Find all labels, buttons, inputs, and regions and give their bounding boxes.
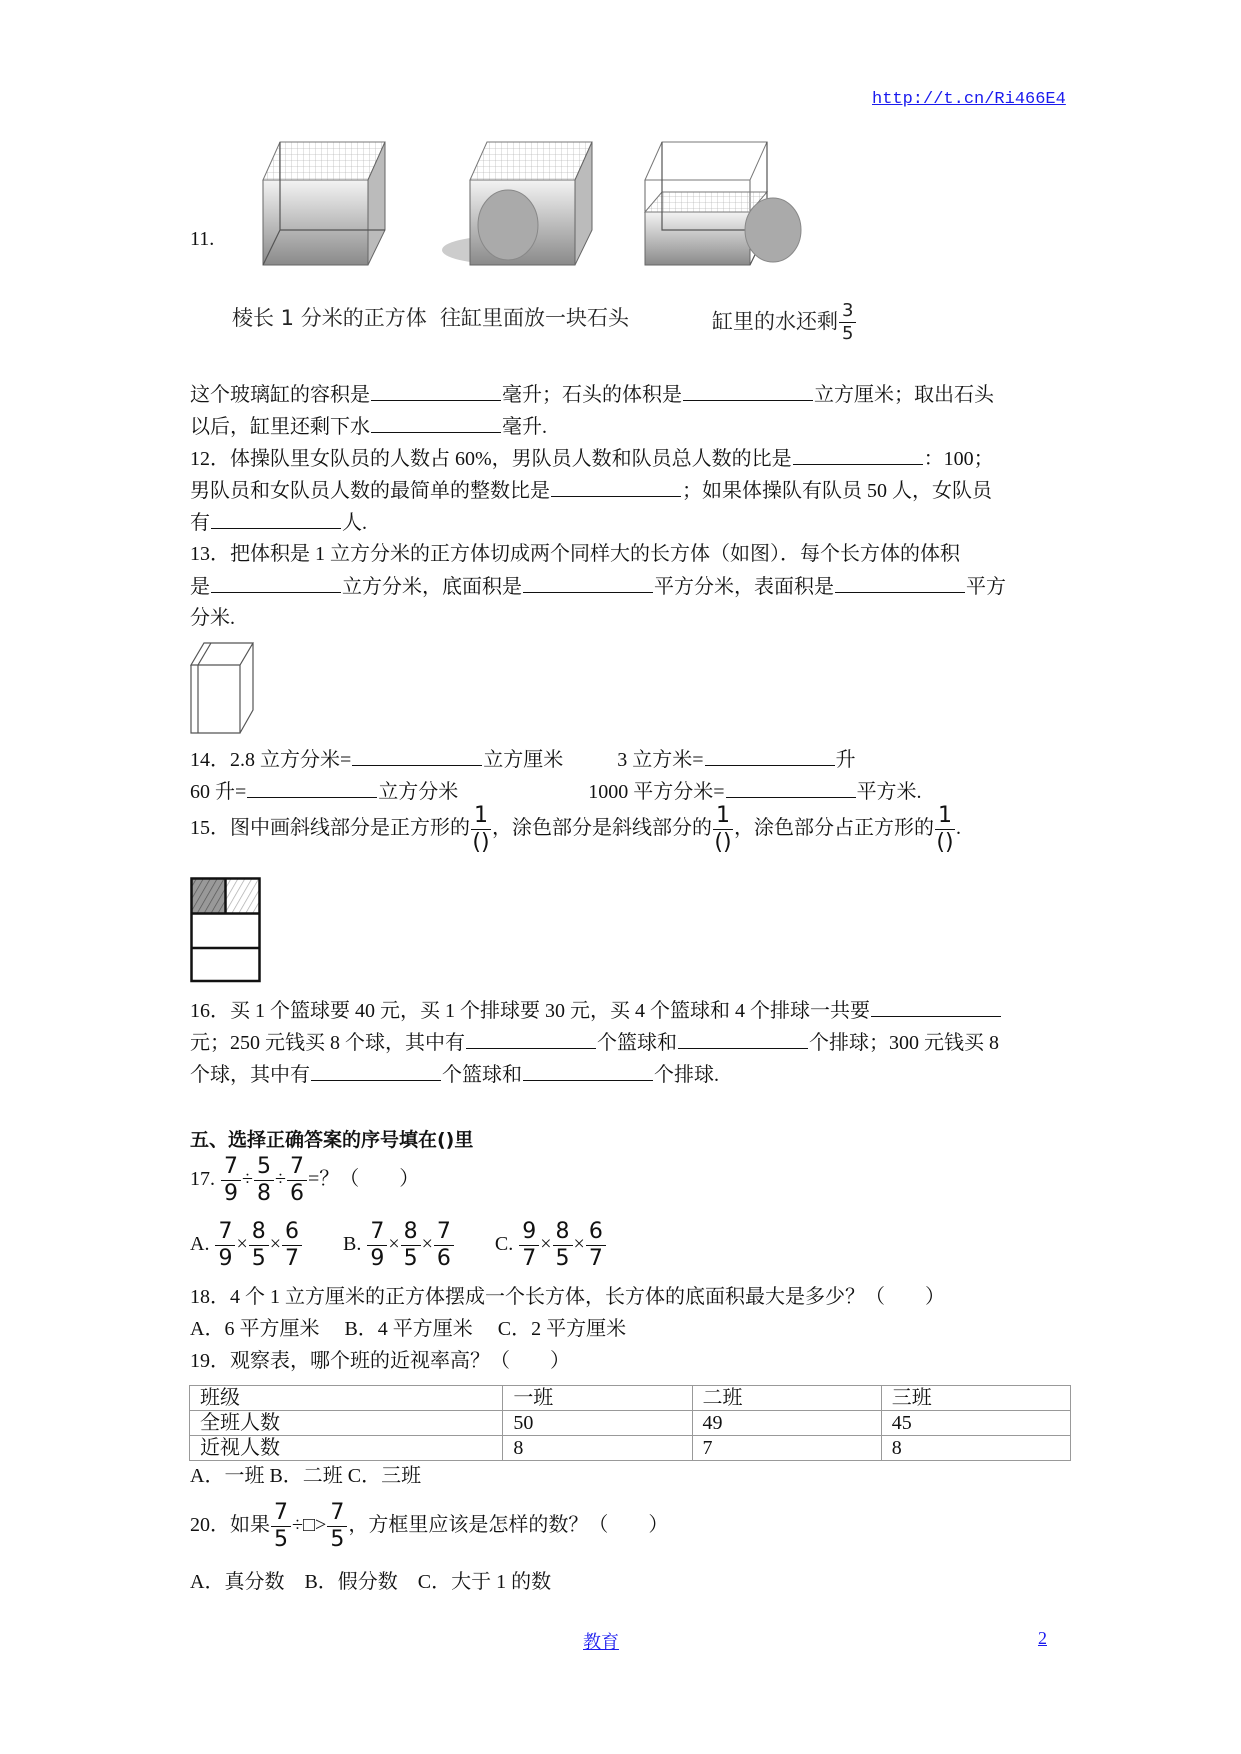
fraction: $\frac{8}{5}$ xyxy=(553,1221,573,1270)
fraction: $\frac{7}{6}$ xyxy=(287,1156,307,1205)
table-cell: 8 xyxy=(503,1436,692,1461)
table-cell: 近视人数 xyxy=(190,1436,503,1461)
myopia-table xyxy=(189,1385,1071,1461)
page-number[interactable]: 2 xyxy=(1038,1628,1047,1648)
answer-blank[interactable] xyxy=(871,996,1001,1017)
cube-full-icon xyxy=(263,142,385,265)
fraction: $\frac{1}{()}$ xyxy=(936,802,954,855)
answer-blank[interactable] xyxy=(371,380,501,401)
answer-blank[interactable] xyxy=(211,508,341,529)
cube-with-stone-icon xyxy=(442,142,592,265)
footer-link[interactable]: 教育 xyxy=(583,1632,619,1652)
q16-line-1: 16．买 1 个篮球要 40 元，买 1 个排球要 30 元，买 4 个篮球和 4 个排球一共要 xyxy=(190,996,1002,1025)
fraction: $\frac{6}{7}$ xyxy=(282,1221,302,1270)
q11-caption-2: 往缸里面放一块石头 xyxy=(440,306,629,330)
table-cell: 7 xyxy=(692,1436,881,1461)
fraction: $\frac{5}{8}$ xyxy=(254,1156,274,1205)
q15-line: 15．图中画斜线部分是正方形的 $\frac{1}{()}$ ，涂色部分是斜线部分的 $\frac{1}{()}$ ，涂色部分占正方形的 $\frac{1}{()}$ . xyxy=(190,802,961,855)
q13-line-2: 是 立方分米，底面积是 平方分米，表面积是 平方 xyxy=(190,572,1006,601)
answer-blank[interactable] xyxy=(683,380,813,401)
table-header-cell: 班级 xyxy=(190,1386,503,1411)
answer-blank[interactable] xyxy=(211,572,341,593)
fraction: $\frac{9}{7}$ xyxy=(519,1221,539,1270)
answer-blank[interactable] xyxy=(705,745,835,766)
table-header-cell: 一班 xyxy=(503,1386,692,1411)
cube-partial-icon xyxy=(645,142,801,265)
q20-question: 20．如果 $\frac{7}{5}$ ÷□> $\frac{7}{5}$ ，方框里应该是怎样的数？（ ） xyxy=(190,1499,669,1552)
hatched-square-icon xyxy=(190,877,262,983)
q17-option-b: B. $\frac{7}{9}$ × $\frac{8}{5}$ × $\frac{7}{6}$ xyxy=(343,1233,455,1255)
table-row xyxy=(190,1436,1071,1461)
fraction: $\frac{7}{9}$ xyxy=(215,1221,235,1270)
table-header-cell: 三班 xyxy=(881,1386,1070,1411)
q12-line-3: 有 人. xyxy=(190,508,367,537)
fraction: $\frac{7}{5}$ xyxy=(271,1502,291,1551)
q20-options: A．真分数 B．假分数 C．大于 1 的数 xyxy=(190,1571,552,1593)
q14-line-2: 60 升= 立方分米 1000 平方分米= 平方米. xyxy=(190,777,922,806)
q16-line-2: 元；250 元钱买 8 个球，其中有 个篮球和 个排球；300 元钱买 8 xyxy=(190,1028,999,1057)
operator: ÷ xyxy=(242,1168,253,1190)
q11-line-1: 这个玻璃缸的容积是 毫升；石头的体积是 立方厘米；取出石头 xyxy=(190,380,994,409)
table-cell: 50 xyxy=(503,1411,692,1436)
q18-question: 18．4 个 1 立方厘米的正方体摆成一个长方体，长方体的底面积最大是多少？（ ） xyxy=(190,1286,945,1308)
table-header-row xyxy=(190,1386,1071,1411)
fraction: $\frac{1}{()}$ xyxy=(714,802,732,855)
q13-line-1: 13．把体积是 1 立方分米的正方体切成两个同样大的长方体（如图）．每个长方体的体积 xyxy=(190,543,960,565)
table-header-cell: 二班 xyxy=(692,1386,881,1411)
fraction: $\frac{7}{9}$ xyxy=(221,1156,241,1205)
answer-blank[interactable] xyxy=(835,572,965,593)
answer-blank[interactable] xyxy=(523,1060,653,1081)
answer-blank[interactable] xyxy=(371,412,501,433)
q11-fraction: $\frac{3}{5}$ xyxy=(839,302,856,343)
answer-blank[interactable] xyxy=(352,745,482,766)
split-cube-icon xyxy=(190,640,255,735)
q14-line-1: 14．2.8 立方分米= 立方厘米 3 立方米= 升 xyxy=(190,745,856,774)
table-row xyxy=(190,1411,1071,1436)
header-url-link[interactable]: http://t.cn/Ri466E4 xyxy=(872,90,1066,109)
q17-expression xyxy=(220,1153,308,1206)
q17-question: 17. $\frac{7}{9}$ ÷ $\frac{5}{8}$ ÷ $\frac{7}{6}$ =？（ ） xyxy=(190,1153,420,1206)
fraction: $\frac{6}{7}$ xyxy=(586,1221,606,1270)
q17-options xyxy=(190,1218,647,1270)
fraction: $\frac{7}{6}$ xyxy=(434,1221,454,1270)
table-cell: 49 xyxy=(692,1411,881,1436)
q11-figure xyxy=(225,130,805,315)
answer-blank[interactable] xyxy=(247,777,377,798)
q18-options: A．6 平方厘米 B．4 平方厘米 C．2 平方厘米 xyxy=(190,1318,627,1340)
section-5-heading: 五、选择正确答案的序号填在()里 xyxy=(190,1129,474,1151)
q12-line-2: 男队员和女队员人数的最简单的整数比是 ；如果体操队有队员 50 人，女队员 xyxy=(190,476,992,505)
q11-caption-3 xyxy=(712,302,857,343)
fraction: $\frac{8}{5}$ xyxy=(401,1221,421,1270)
q16-line-3: 个球，其中有 个篮球和 个排球. xyxy=(190,1060,719,1089)
answer-blank[interactable] xyxy=(726,777,856,798)
answer-blank[interactable] xyxy=(523,572,653,593)
q17-option-c: C. $\frac{9}{7}$ × $\frac{8}{5}$ × $\frac{6}{7}$ xyxy=(495,1233,607,1255)
answer-blank[interactable] xyxy=(551,476,681,497)
q11-caption-1: 棱长 1 分米的正方体 xyxy=(232,306,427,330)
answer-blank[interactable] xyxy=(466,1028,596,1049)
answer-blank[interactable] xyxy=(678,1028,808,1049)
q12-line-1: 12．体操队里女队员的人数占 60%，男队员人数和队员总人数的比是 ：100； xyxy=(190,444,994,473)
answer-blank[interactable] xyxy=(311,1060,441,1081)
q17-option-a: A. $\frac{7}{9}$ × $\frac{8}{5}$ × $\frac{6}{7}$ xyxy=(190,1233,303,1255)
fraction: $\frac{8}{5}$ xyxy=(249,1221,269,1270)
table-cell: 8 xyxy=(881,1436,1070,1461)
fraction: $\frac{1}{()}$ xyxy=(472,802,490,855)
table-cell: 45 xyxy=(881,1411,1070,1436)
table-cell: 全班人数 xyxy=(190,1411,503,1436)
q11-number: 11. xyxy=(190,228,215,250)
operator: ÷ xyxy=(274,1168,286,1190)
q19-question: 19．观察表，哪个班的近视率高？（ ） xyxy=(190,1350,570,1372)
q11-caption-3-text: 缸里的水还剩 xyxy=(712,309,838,334)
fraction: $\frac{7}{5}$ xyxy=(327,1502,347,1551)
fraction: $\frac{7}{9}$ xyxy=(367,1221,387,1270)
q13-line-3: 分米. xyxy=(190,607,235,629)
q11-line-2: 以后，缸里还剩下水 毫升. xyxy=(190,412,547,441)
q19-options: A．一班 B．二班 C．三班 xyxy=(190,1465,422,1487)
answer-blank[interactable] xyxy=(793,444,923,465)
